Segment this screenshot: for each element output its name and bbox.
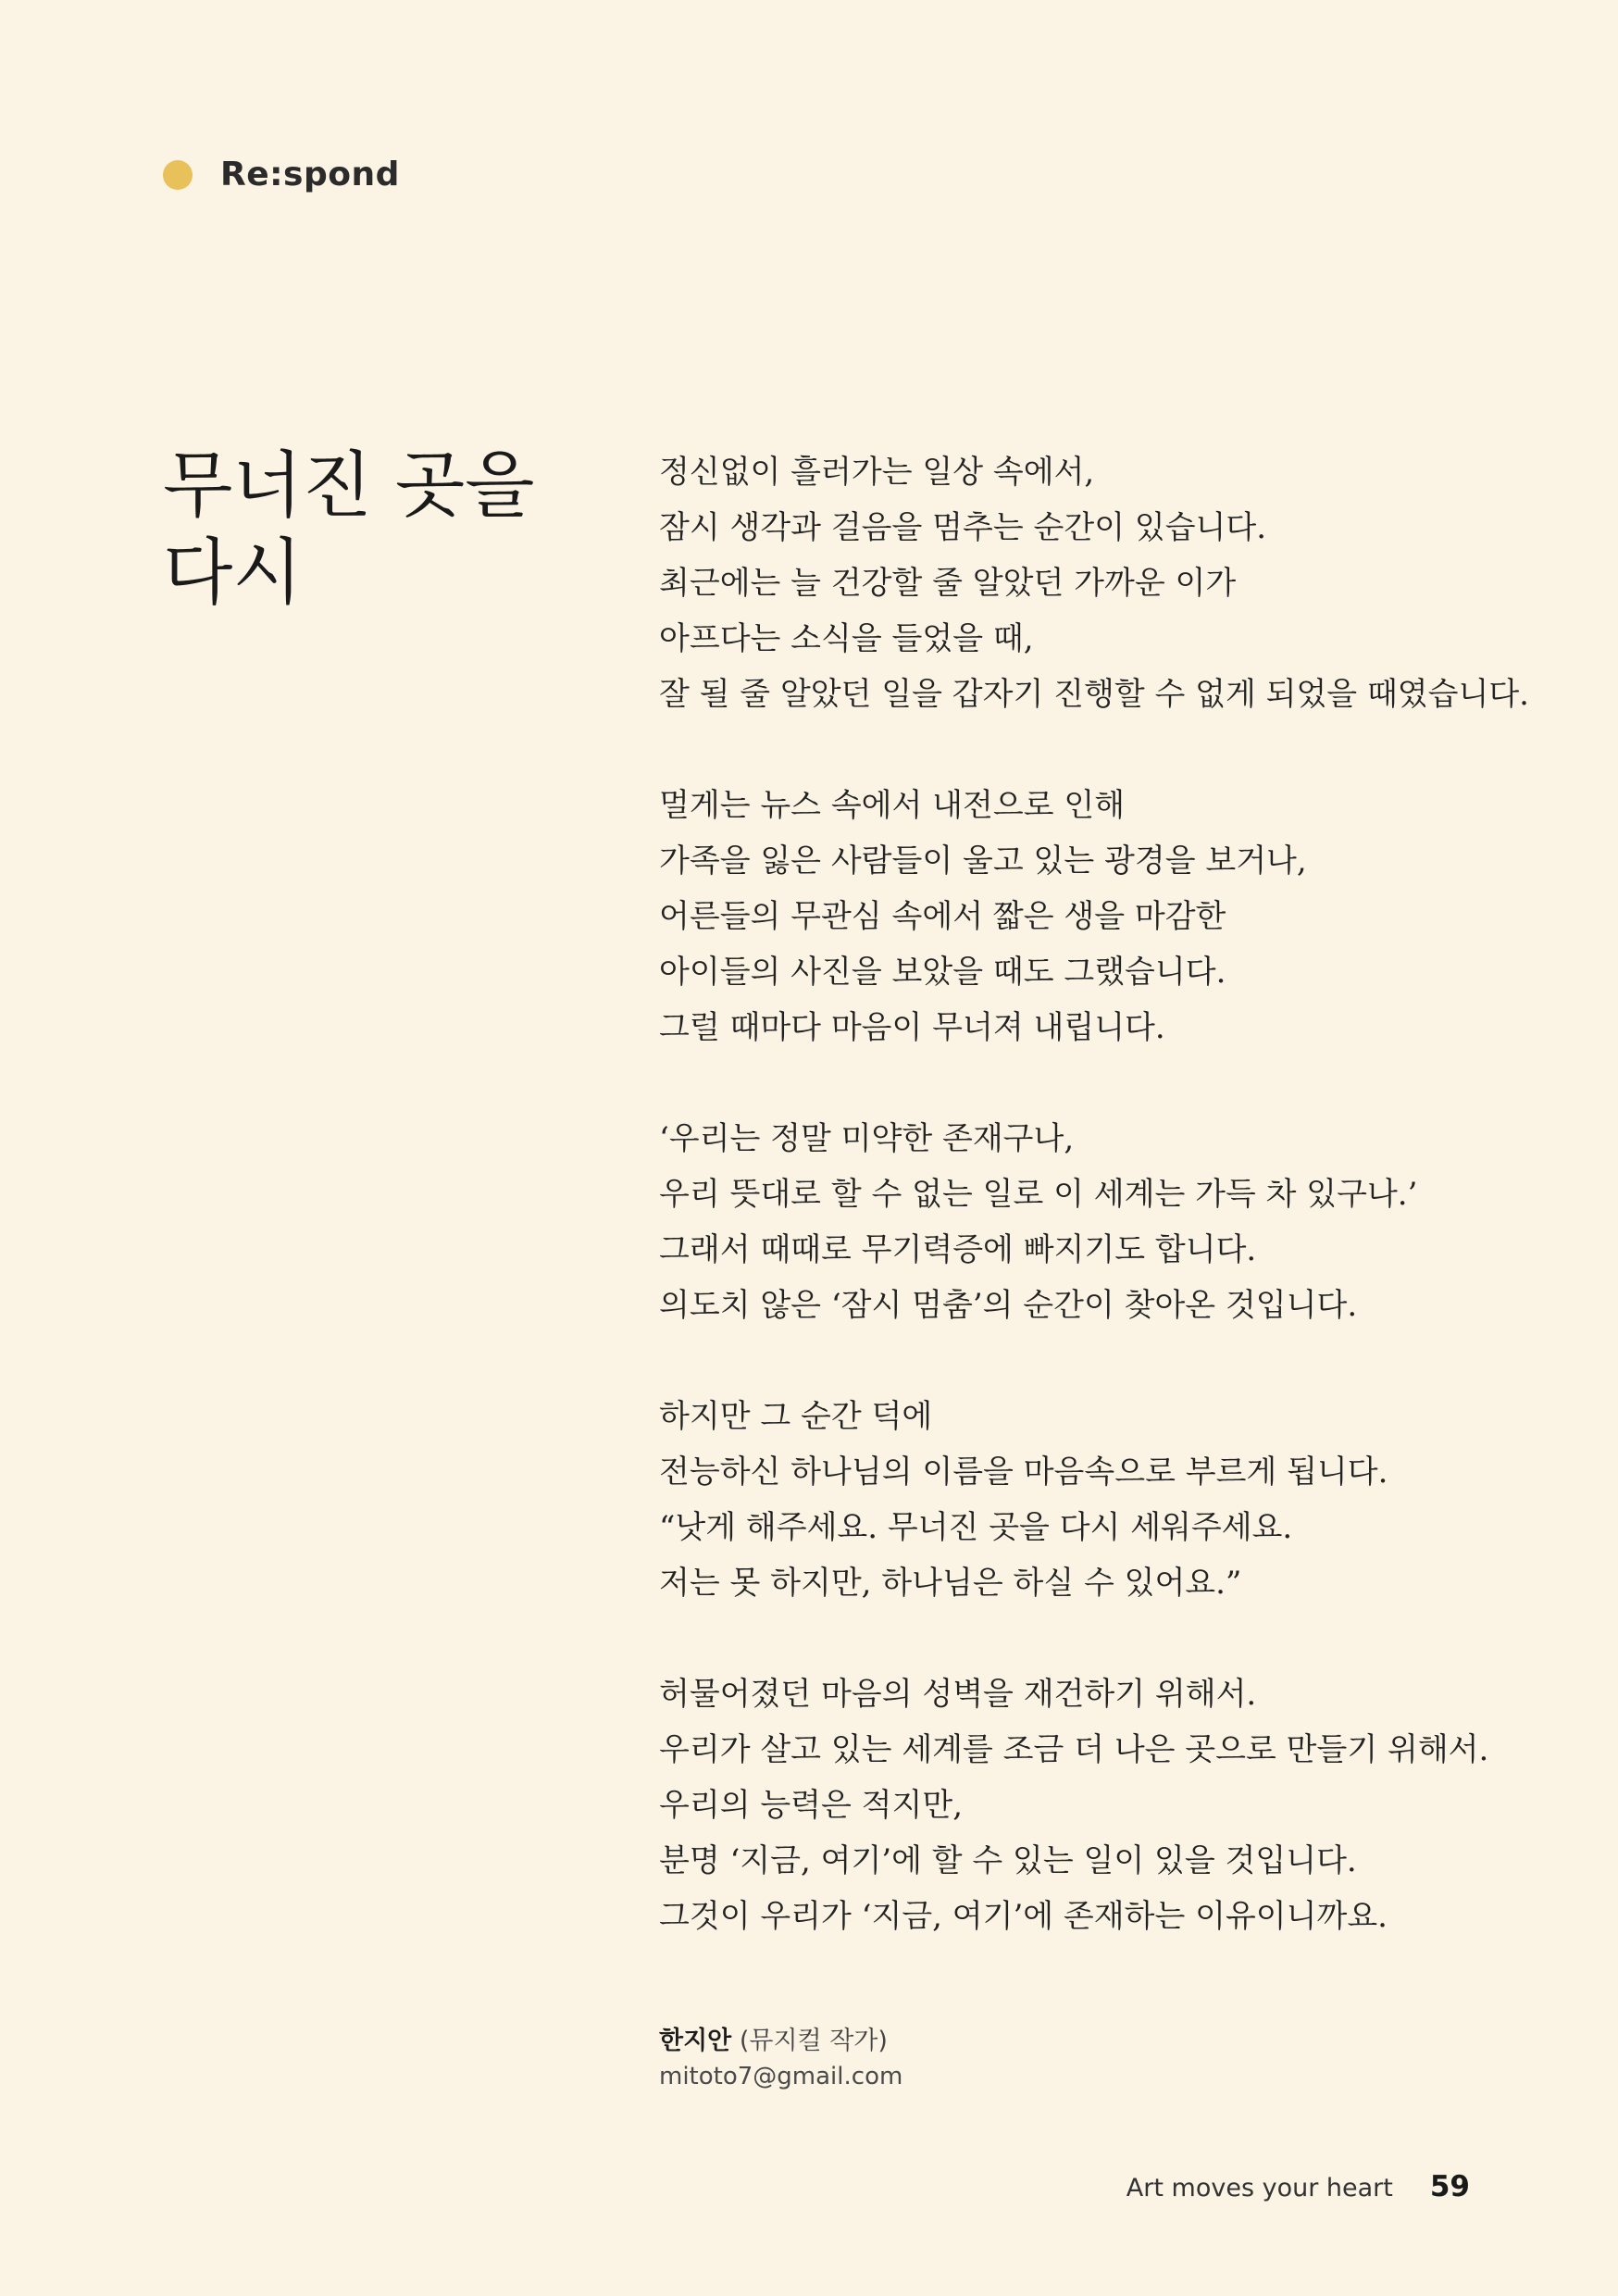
author-credit [659,2024,902,2094]
poem-line: 정신없이 흘러가는 일상 속에서, [659,454,1095,491]
title-line: 무너진 곳을 [163,444,535,528]
poem-line: 그것이 우리가 ‘지금, 여기’에 존재하는 이유이니까요. [659,1898,1388,1935]
poem-line: 허물어졌던 마음의 성벽을 재건하기 위해서. [659,1676,1257,1713]
page-footer [1126,2170,1470,2203]
poem-line: 우리 뜻대로 할 수 없는 일로 이 세계는 가득 차 있구나.’ [659,1176,1418,1213]
page-number: 59 [1429,2170,1470,2203]
poem-stanza-3 [659,1111,1548,1333]
footer-slogan: Art moves your heart [1126,2174,1393,2202]
section-name: Re:spond [220,156,400,193]
author-role: (뮤지컬 작가) [739,2027,888,2055]
poem-line: 우리의 능력은 적지만, [659,1787,964,1824]
poem-body [659,444,1548,2000]
poem-line: 그래서 때때로 무기력증에 빠지기도 합니다. [659,1231,1257,1268]
poem-line: 아프다는 소식을 들었을 때, [659,620,1034,657]
poem-line: 아이들의 사진을 보았을 때도 그랬습니다. [659,954,1226,991]
poem-line: 분명 ‘지금, 여기’에 할 수 있는 일이 있을 것입니다. [659,1842,1357,1879]
poem-line: 하지만 그 순간 덕에 [659,1398,933,1435]
poem-stanza-2 [659,778,1548,1055]
article-title [163,443,607,617]
poem-line: ‘우리는 정말 미약한 존재구나, [659,1120,1075,1157]
section-label [163,156,400,193]
section-dot-icon [163,160,193,190]
poem-line: 의도치 않은 ‘잠시 멈춤’의 순간이 찾아온 것입니다. [659,1287,1358,1324]
poem-line: 최근에는 늘 건강할 줄 알았던 가까운 이가 [659,565,1237,602]
poem-line: 가족을 잃은 사람들이 울고 있는 광경을 보거나, [659,842,1307,880]
title-line: 다시 [163,531,303,615]
poem-line: 어른들의 무관심 속에서 짧은 생을 마감한 [659,898,1226,935]
author-name: 한지안 [659,2027,732,2055]
poem-stanza-4 [659,1389,1548,1611]
poem-line: 잠시 생각과 걸음을 멈추는 순간이 있습니다. [659,509,1267,546]
poem-line: 저는 못 하지만, 하나님은 하실 수 있어요.” [659,1565,1242,1602]
poem-line: 그럴 때마다 마음이 무너져 내립니다. [659,1009,1165,1046]
author-line [659,2024,902,2059]
poem-line: 우리가 살고 있는 세계를 조금 더 나은 곳으로 만들기 위해서. [659,1731,1489,1768]
poem-line: 잘 될 줄 알았던 일을 갑자기 진행할 수 없게 되었을 때였습니다. [659,676,1529,713]
poem-line: 전능하신 하나님의 이름을 마음속으로 부르게 됩니다. [659,1454,1388,1491]
poem-stanza-5 [659,1666,1548,1944]
poem-line: “낫게 해주세요. 무너진 곳을 다시 세워주세요. [659,1509,1293,1546]
poem-stanza-1 [659,444,1548,722]
author-email: mitoto7@gmail.com [659,2063,903,2090]
poem-line: 멀게는 뉴스 속에서 내전으로 인해 [659,787,1126,824]
